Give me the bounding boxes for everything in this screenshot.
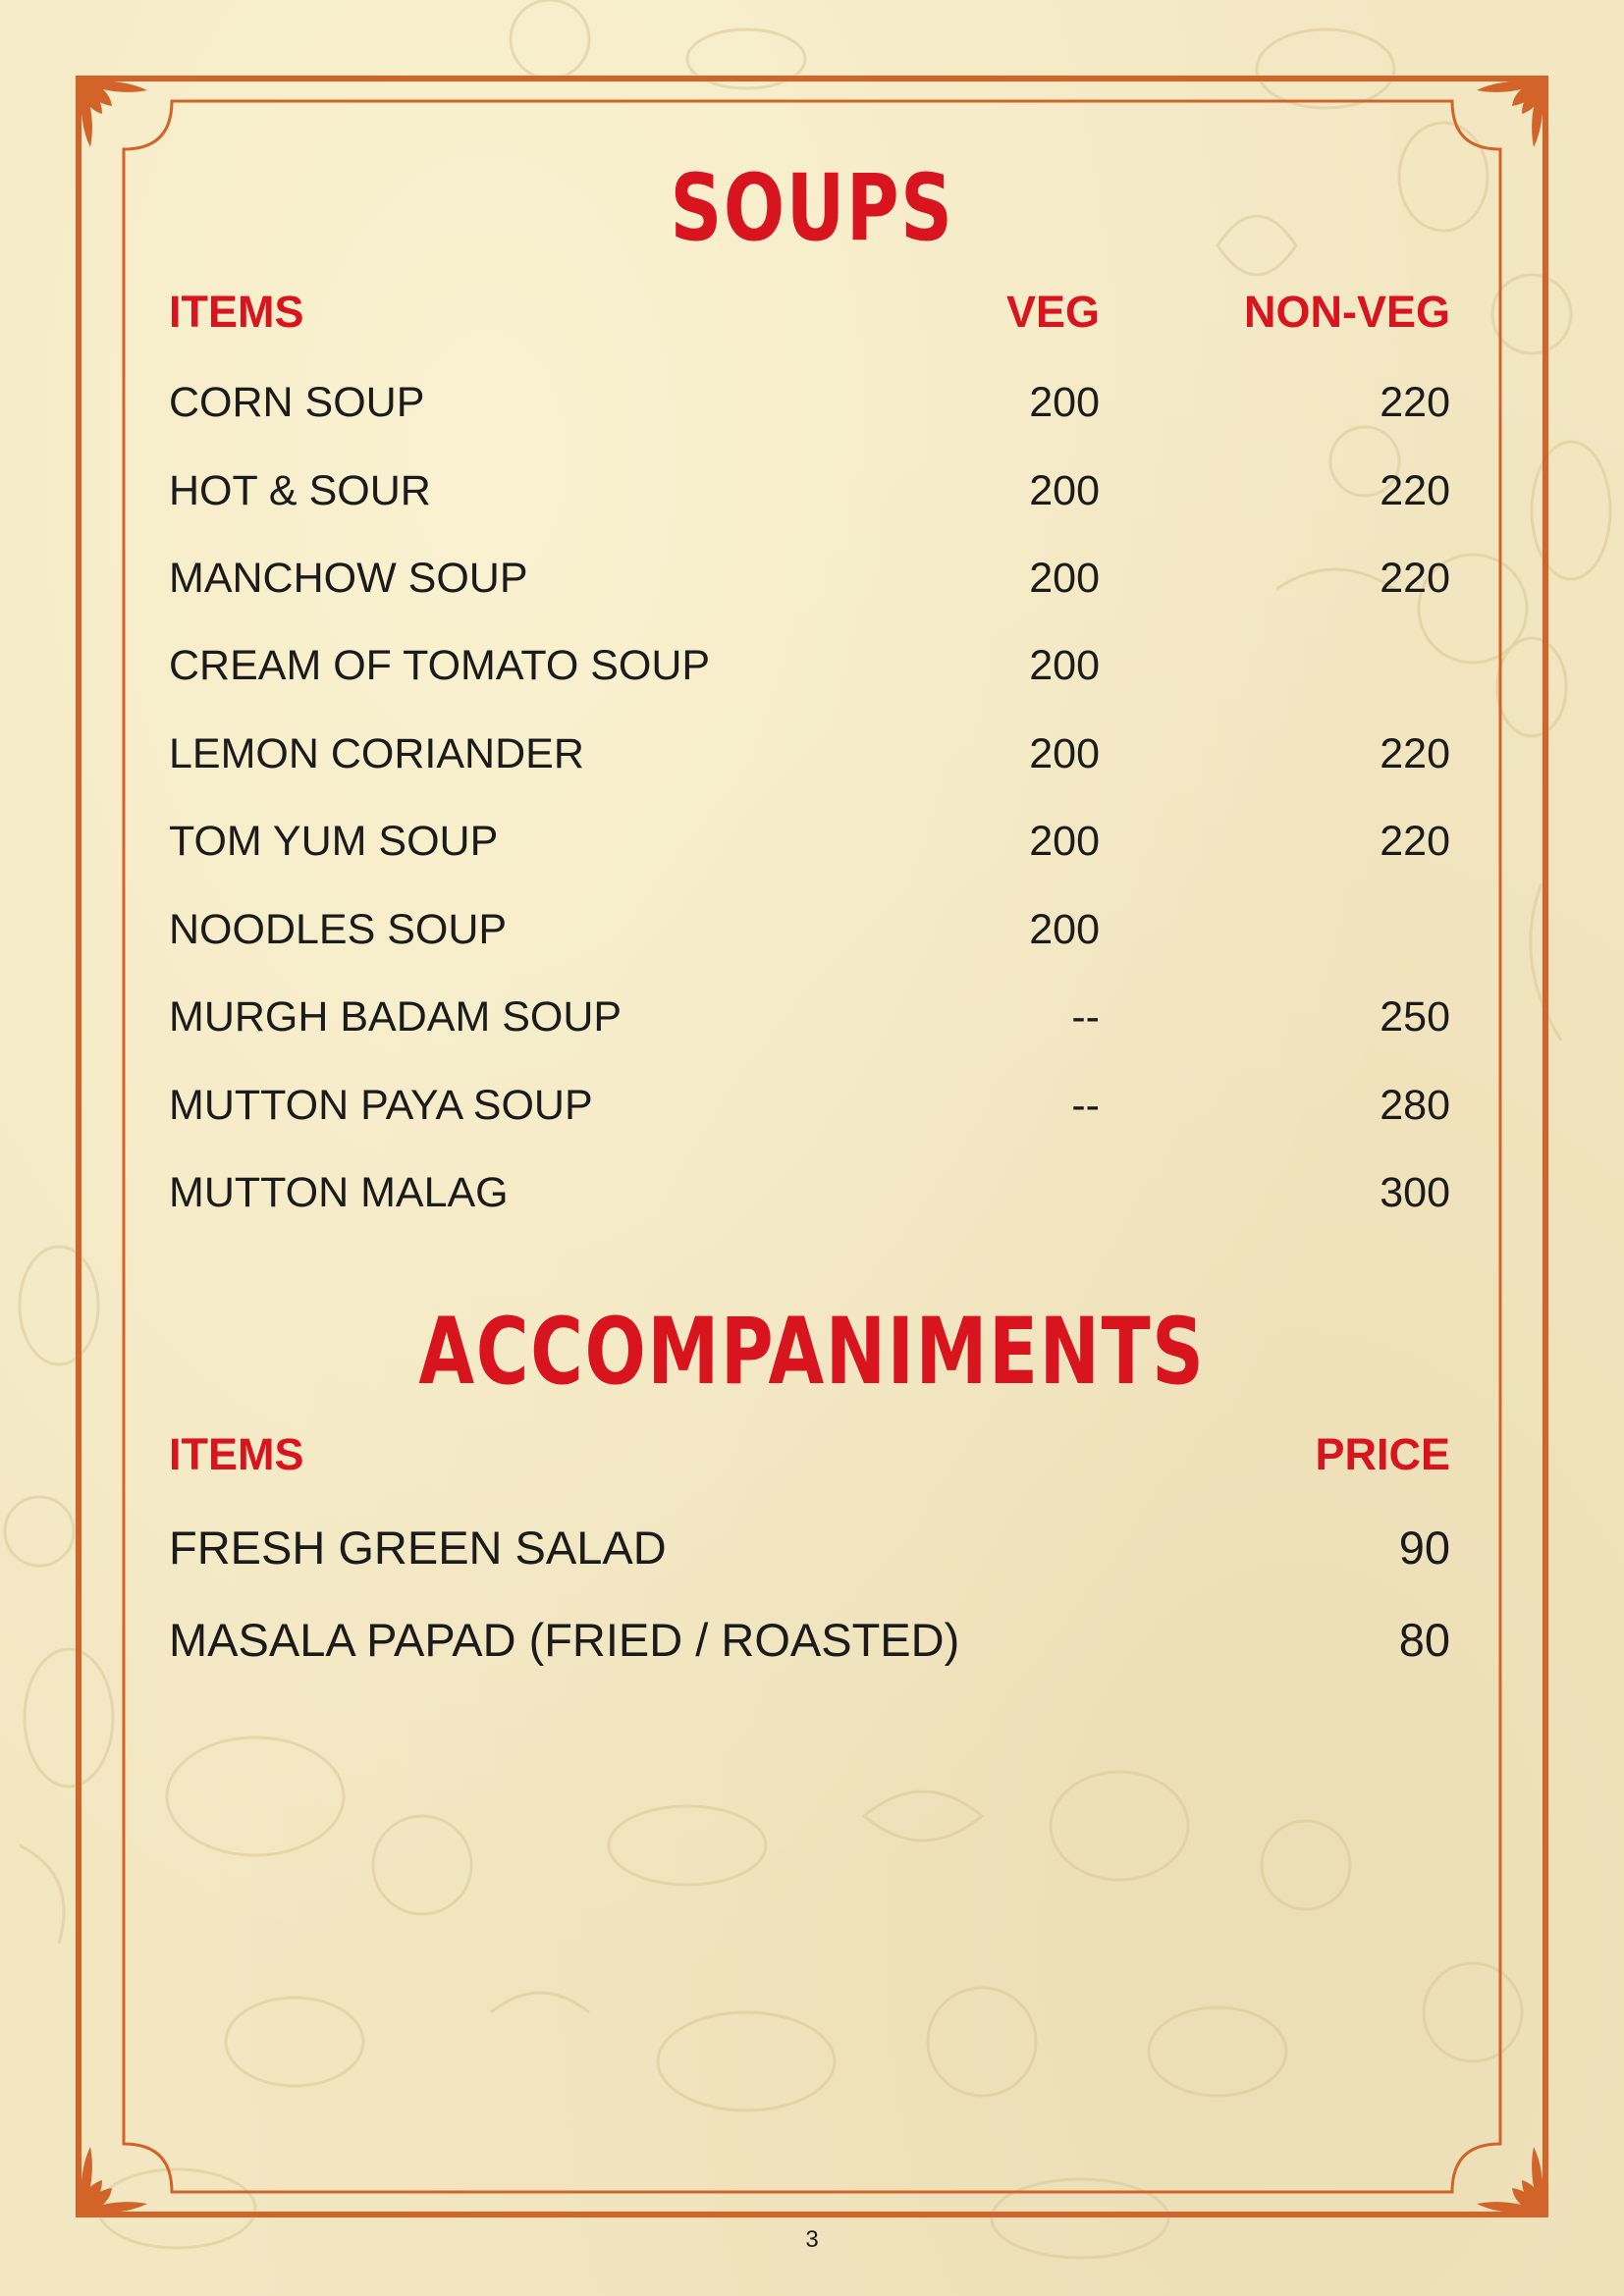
soup-name: CORN SOUP bbox=[169, 379, 425, 426]
soup-nonveg-price: 220 bbox=[1380, 379, 1450, 426]
soups-title: SOUPS bbox=[670, 155, 954, 262]
soups-header-veg: VEG bbox=[1005, 287, 1100, 337]
soup-veg-price: 200 bbox=[1029, 818, 1100, 865]
leaf-corner-ornament-icon bbox=[1469, 2139, 1547, 2217]
soup-veg-price: -- bbox=[1071, 993, 1100, 1041]
soup-nonveg-price: 300 bbox=[1380, 1169, 1450, 1216]
accompaniment-row bbox=[0, 1514, 1624, 1582]
soup-name: TOM YUM SOUP bbox=[169, 818, 499, 865]
soups-header-nonveg: NON-VEG bbox=[1243, 287, 1450, 337]
accompaniment-name: FRESH GREEN SALAD bbox=[169, 1522, 667, 1574]
soup-row bbox=[0, 368, 1624, 437]
soup-row bbox=[0, 631, 1624, 700]
leaf-corner-ornament-icon bbox=[77, 77, 155, 155]
soup-veg-price: 200 bbox=[1029, 467, 1100, 514]
soup-name: MURGH BADAM SOUP bbox=[169, 993, 623, 1041]
soup-row bbox=[0, 1071, 1624, 1140]
soup-veg-price: 200 bbox=[1029, 906, 1100, 953]
soup-nonveg-price: 220 bbox=[1380, 818, 1450, 865]
soup-row bbox=[0, 895, 1624, 964]
accompaniments-header-items: ITEMS bbox=[169, 1429, 304, 1479]
soup-name: MANCHOW SOUP bbox=[169, 555, 528, 602]
soup-row bbox=[0, 720, 1624, 788]
soup-veg-price: 200 bbox=[1029, 730, 1100, 777]
soup-veg-price: -- bbox=[1071, 1082, 1100, 1129]
soup-nonveg-price: 280 bbox=[1380, 1082, 1450, 1129]
soup-veg-price: 200 bbox=[1029, 555, 1100, 602]
soup-name: HOT & SOUR bbox=[169, 467, 431, 514]
soup-row bbox=[0, 983, 1624, 1051]
soup-row bbox=[0, 807, 1624, 876]
soup-name: MUTTON PAYA SOUP bbox=[169, 1082, 593, 1129]
soup-name: LEMON CORIANDER bbox=[169, 730, 584, 777]
leaf-corner-ornament-icon bbox=[77, 2139, 155, 2217]
soup-name: MUTTON MALAG bbox=[169, 1169, 509, 1216]
accompaniments-header-price: PRICE bbox=[1315, 1429, 1450, 1479]
soups-header-items: ITEMS bbox=[169, 287, 304, 337]
soup-veg-price: 200 bbox=[1029, 379, 1100, 426]
leaf-corner-ornament-icon bbox=[1469, 77, 1547, 155]
accompaniments-title: ACCOMPANIMENTS bbox=[418, 1299, 1206, 1406]
page-number: 3 bbox=[805, 2226, 819, 2253]
soup-nonveg-price: 220 bbox=[1380, 467, 1450, 514]
soup-nonveg-price: 220 bbox=[1380, 730, 1450, 777]
soup-row bbox=[0, 1158, 1624, 1227]
soup-veg-price: 200 bbox=[1029, 642, 1100, 689]
accompaniment-row bbox=[0, 1606, 1624, 1675]
soup-row bbox=[0, 544, 1624, 613]
soup-nonveg-price: 250 bbox=[1380, 993, 1450, 1041]
soup-nonveg-price: 220 bbox=[1380, 555, 1450, 602]
soup-name: NOODLES SOUP bbox=[169, 906, 508, 953]
soup-name: CREAM OF TOMATO SOUP bbox=[169, 642, 711, 689]
soup-row bbox=[0, 456, 1624, 525]
accompaniment-price: 90 bbox=[1398, 1522, 1450, 1574]
accompaniment-price: 80 bbox=[1398, 1614, 1450, 1666]
accompaniment-name: MASALA PAPAD (FRIED / ROASTED) bbox=[169, 1614, 960, 1666]
